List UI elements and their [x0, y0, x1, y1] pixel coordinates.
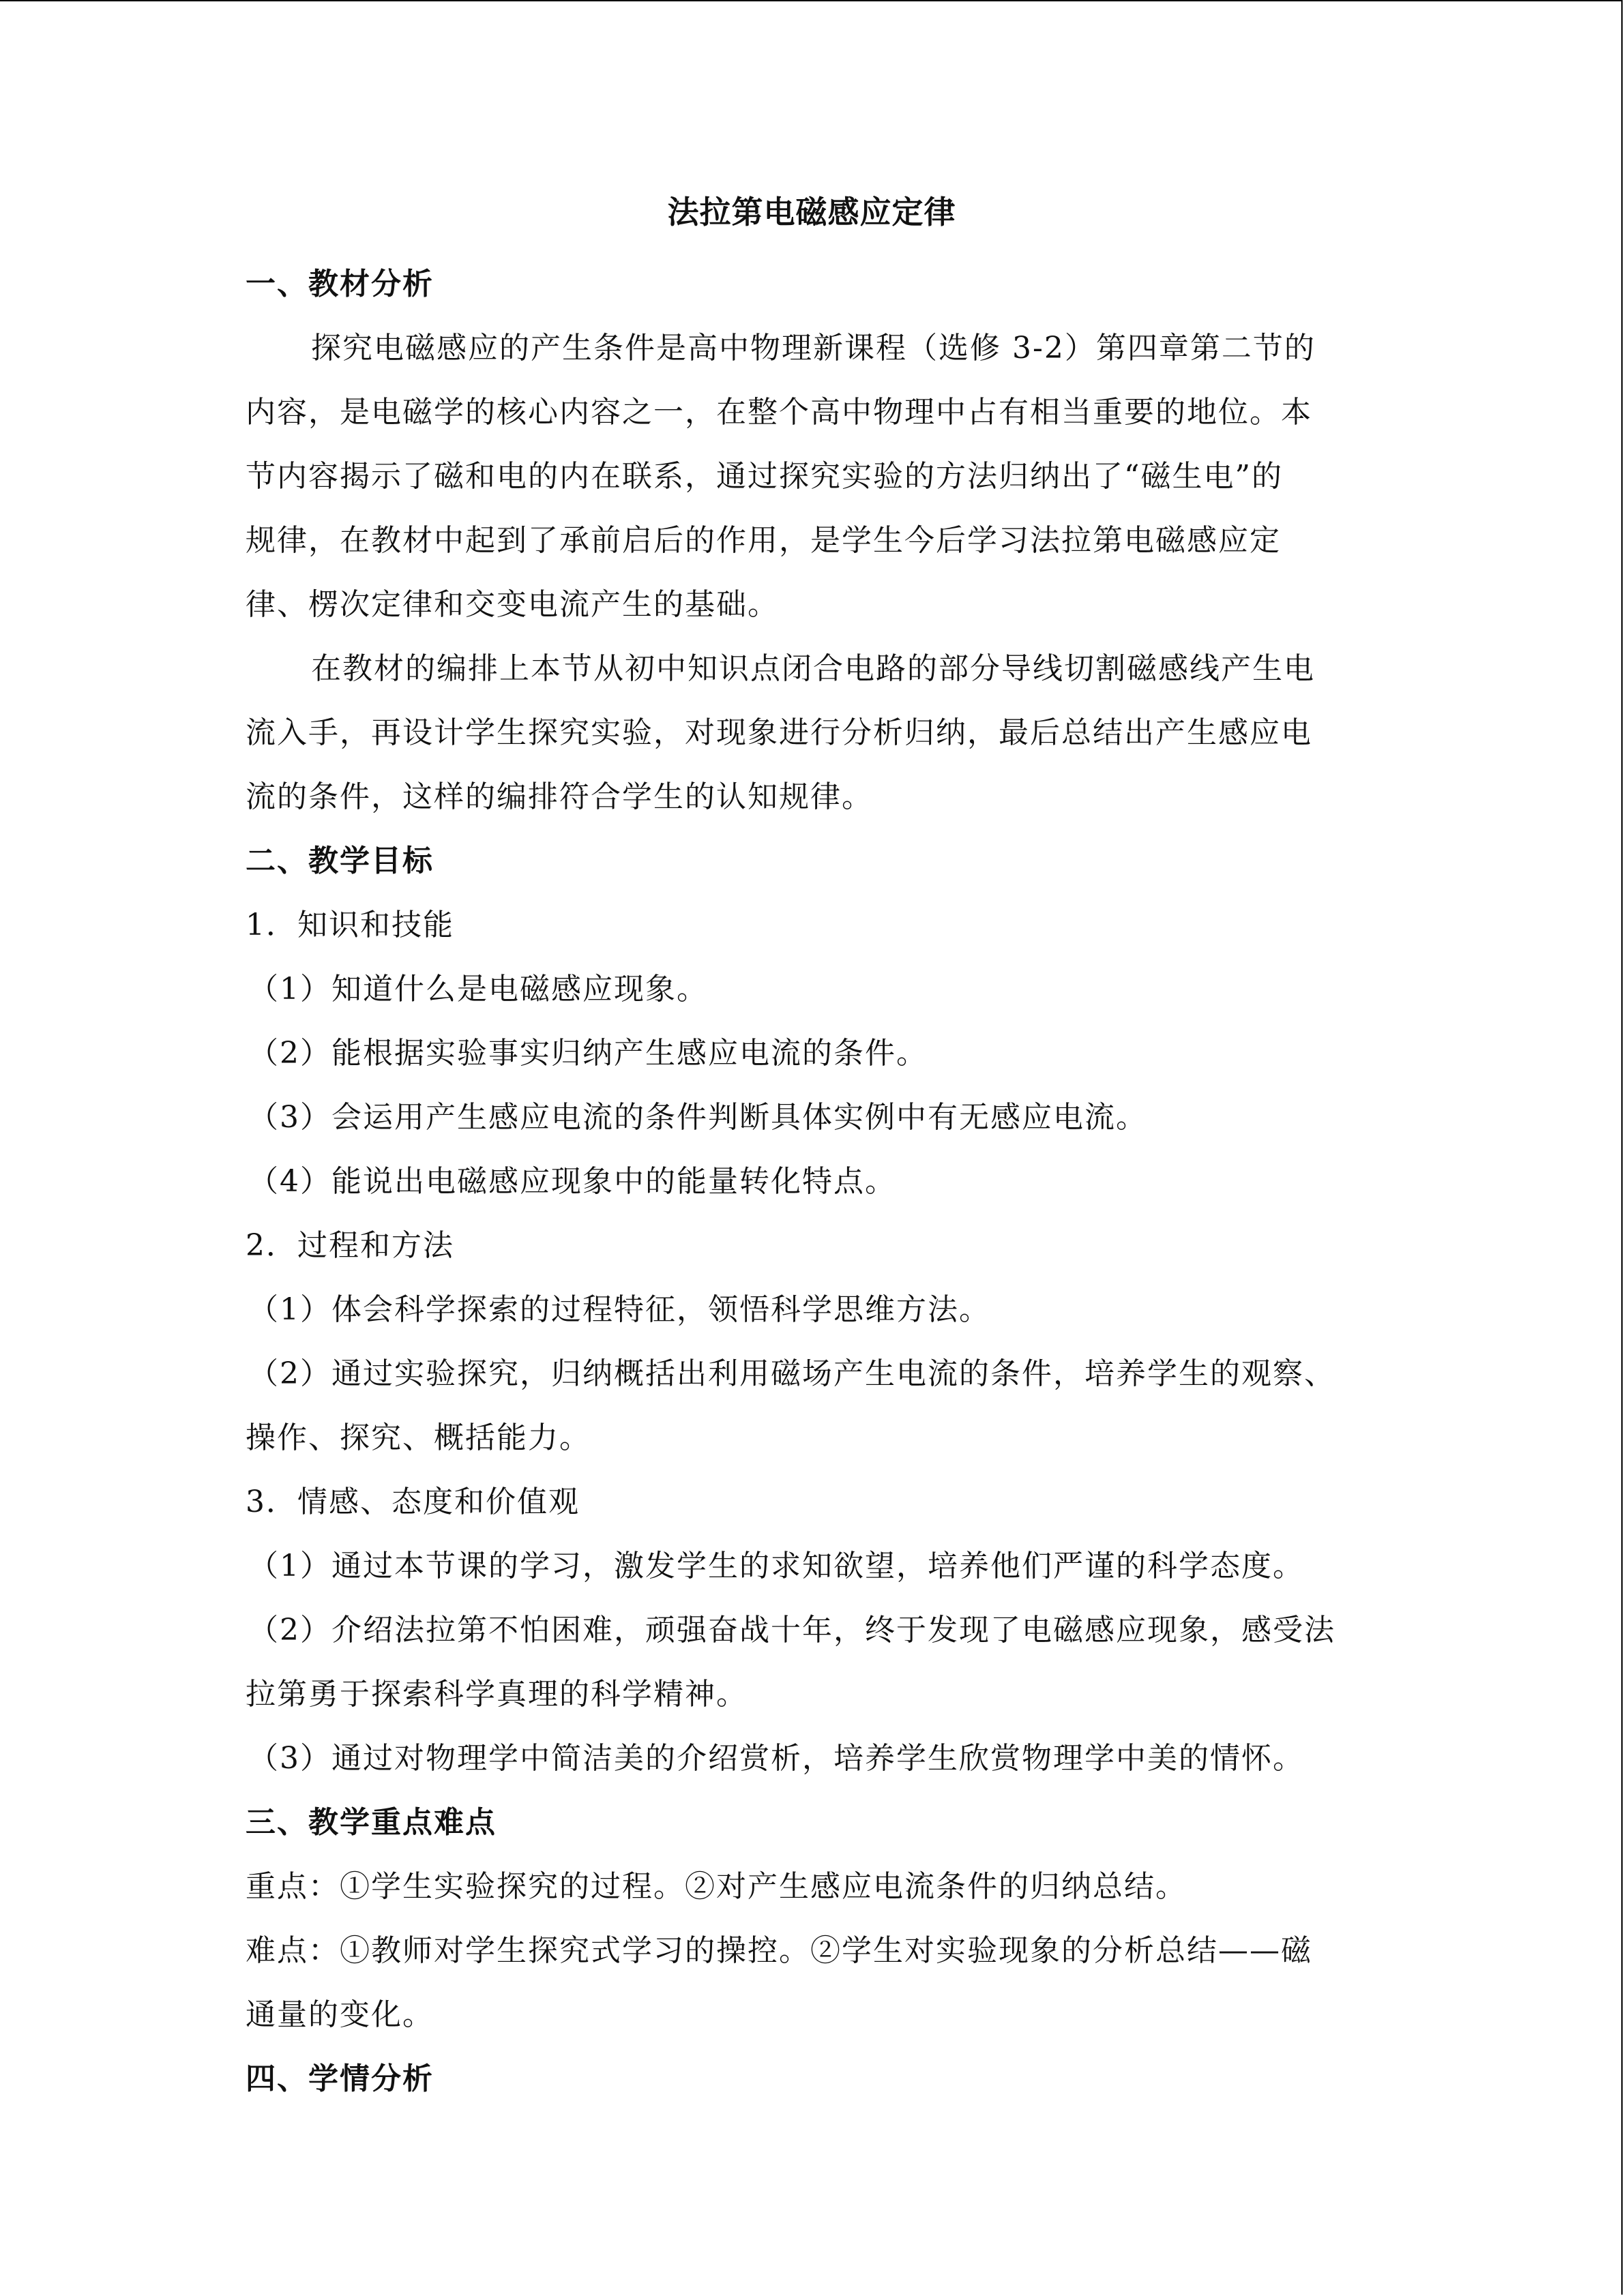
document-body	[246, 192, 1378, 2111]
list-item: （3）通过对物理学中简洁美的介绍赏析，培养学生欣赏物理学中美的情怀。	[248, 1741, 1304, 1776]
list-item: （2）能根据实验事实归纳产生感应电流的条件。	[248, 1036, 928, 1071]
list-item: （2）介绍法拉第不怕困难，顽强奋战十年，终于发现了电磁感应现象，感受法	[248, 1613, 1335, 1648]
section-heading-textbook-analysis: 一、教材分析	[246, 267, 434, 301]
section-heading-key-difficult-points: 三、教学重点难点	[246, 1805, 497, 1840]
list-item-continuation: 拉第勇于探索科学真理的科学精神。	[246, 1677, 748, 1712]
difficult-points-line: 难点：①教师对学生探究式学习的操控。②学生对实验现象的分析总结——磁	[246, 1933, 1312, 1968]
document-title: 法拉第电磁感应定律	[667, 194, 956, 230]
paragraph-line: 在教材的编排上本节从初中知识点闭合电路的部分导线切割磁感线产生电	[311, 651, 1315, 686]
list-item: （4）能说出电磁感应现象中的能量转化特点。	[248, 1164, 896, 1199]
paragraph-line: 节内容揭示了磁和电的内在联系，通过探究实验的方法归纳出了“磁生电”的	[246, 459, 1283, 494]
list-item: （1）体会科学探索的过程特征，领悟科学思维方法。	[248, 1292, 990, 1327]
list-item-continuation: 操作、探究、概括能力。	[246, 1420, 591, 1455]
subheading-knowledge-skills: 1．知识和技能	[246, 908, 454, 942]
key-points-line: 重点：①学生实验探究的过程。②对产生感应电流条件的归纳总结。	[246, 1869, 1187, 1904]
list-item: （1）知道什么是电磁感应现象。	[248, 972, 708, 1007]
paragraph-line: 内容，是电磁学的核心内容之一，在整个高中物理中占有相当重要的地位。本	[246, 395, 1312, 430]
section-heading-student-analysis: 四、学情分析	[246, 2061, 434, 2096]
section-heading-teaching-goals: 二、教学目标	[246, 844, 434, 878]
paragraph-line: 律、楞次定律和交变电流产生的基础。	[246, 587, 779, 622]
subheading-emotion-attitude-values: 3．情感、态度和价值观	[246, 1485, 580, 1519]
paragraph-line: 探究电磁感应的产生条件是高中物理新课程（选修 3-2）第四章第二节的	[311, 331, 1316, 366]
list-item: （1）通过本节课的学习，激发学生的求知欲望，培养他们严谨的科学态度。	[248, 1549, 1304, 1583]
paragraph-line: 流入手，再设计学生探究实验，对现象进行分析归纳，最后总结出产生感应电	[246, 715, 1312, 750]
list-item: （2）通过实验探究，归纳概括出利用磁场产生电流的条件，培养学生的观察、	[248, 1356, 1335, 1391]
paragraph-line: 规律，在教材中起到了承前启后的作用，是学生今后学习法拉第电磁感应定	[246, 523, 1281, 558]
list-item: （3）会运用产生感应电流的条件判断具体实例中有无感应电流。	[248, 1100, 1147, 1135]
difficult-points-continuation: 通量的变化。	[246, 1997, 434, 2032]
subheading-process-methods: 2．过程和方法	[246, 1228, 454, 1263]
paragraph-line: 流的条件，这样的编排符合学生的认知规律。	[246, 779, 873, 814]
